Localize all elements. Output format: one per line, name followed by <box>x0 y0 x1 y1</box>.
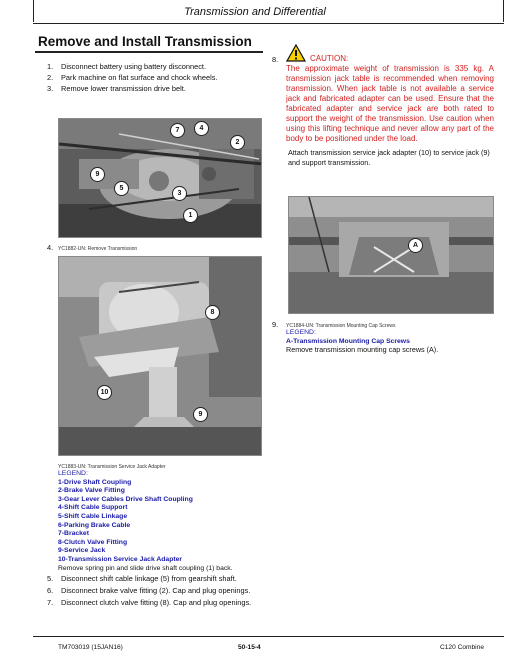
callout-8: 8 <box>205 305 220 320</box>
callout-3: 3 <box>172 186 187 201</box>
legend-item: 1-Drive Shaft Coupling <box>58 478 132 486</box>
step-7 <box>47 598 251 608</box>
legend-item: 9-Service Jack <box>58 547 106 555</box>
step-number: 2. <box>47 73 54 82</box>
legend-item: 10-Transmission Service Jack Adapter <box>58 555 183 563</box>
step-3 <box>47 84 186 94</box>
callout-9-jack: 9 <box>193 407 208 422</box>
header-title: Transmission and Differential <box>184 6 326 18</box>
caution-text: The approximate weight of transmission is 335 kg. A transmission jack table is recommended when removing transmission. When jack table is not available a service jack and fabricated adapter can be used. Ensure that the fabricated adapter and service jack are both rated to support the weight of the transmission. Use caution when using this lifting technique and never allow any part of the body to be positioned under the load. <box>286 64 494 143</box>
legend <box>58 470 268 573</box>
step-text: Disconnect shift cable linkage (5) from gearshift shaft. <box>61 574 237 583</box>
legend-heading: LEGEND: <box>58 470 88 477</box>
footer-rule <box>33 636 504 637</box>
step-text: Park machine on flat surface and chock wheels. <box>61 73 218 82</box>
footer-doc-id: TM703019 (15JAN16) <box>58 644 123 651</box>
step-text: Disconnect battery using battery disconnect. <box>61 62 207 71</box>
step-2 <box>47 73 218 83</box>
callout-10: 10 <box>97 385 112 400</box>
section-title: Remove and Install Transmission <box>38 34 252 49</box>
callout-4: 4 <box>194 121 209 136</box>
header-rule <box>33 23 504 24</box>
attach-instruction: Attach transmission service jack adapter (10) to service jack (9) and support transmission. <box>288 148 490 167</box>
section-rule <box>35 51 263 53</box>
caution-title: CAUTION: <box>310 54 349 63</box>
legend-item: 5-Shift Cable Linkage <box>58 512 128 520</box>
remove-transmission-photo <box>58 118 262 238</box>
callout-9: 9 <box>90 167 105 182</box>
figure1-caption: YC1882-UN: Remove Transmission <box>58 246 138 252</box>
step-number: 1. <box>47 62 54 71</box>
legend-after-text: Remove spring pin and slide drive shaft coupling (1) back. <box>58 564 233 572</box>
step-number: 5. <box>47 574 54 583</box>
legend-item: 8-Clutch Valve Fitting <box>58 538 128 546</box>
step-number: 3. <box>47 84 54 93</box>
legend-item: 7-Bracket <box>58 530 89 538</box>
mounting-cap-screws-photo <box>288 196 494 314</box>
step-5 <box>47 574 237 584</box>
legend-item: 3-Gear Lever Cables Drive Shaft Coupling <box>58 495 193 503</box>
callout-2: 2 <box>230 135 245 150</box>
step-1 <box>47 62 206 72</box>
figure3-after-text: Remove transmission mounting cap screws (A). <box>286 345 439 355</box>
callout-7: 7 <box>170 123 185 138</box>
step-text: Disconnect clutch valve fitting (8). Cap and plug openings. <box>61 598 252 607</box>
figure2-caption: YC1883-UN: Transmission Service Jack Adapter <box>58 464 166 470</box>
callout-a: A <box>408 238 423 253</box>
step-4-number: 4. <box>47 243 54 252</box>
step-text: Disconnect brake valve fitting (2). Cap and plug openings. <box>61 586 251 595</box>
footer-page-number: 50-15-4 <box>238 644 261 651</box>
callout-1: 1 <box>183 208 198 223</box>
step-8-number: 8. <box>272 55 279 64</box>
step-9-number: 9. <box>272 320 279 329</box>
figure3-legend-item: A-Transmission Mounting Cap Screws <box>286 337 410 345</box>
legend-item: 4-Shift Cable Support <box>58 504 128 512</box>
figure3-legend-heading: LEGEND: <box>286 329 316 336</box>
footer-model: C120 Combine <box>440 644 484 651</box>
step-text: Remove lower transmission drive belt. <box>61 84 186 93</box>
legend-item: 2-Brake Valve Fitting <box>58 487 125 495</box>
figure3-caption: YC1884-UN: Transmission Mounting Cap Screws <box>286 323 396 329</box>
warning-triangle-icon <box>286 44 306 62</box>
service-jack-adapter-photo <box>58 256 262 456</box>
figure3-legend <box>286 329 494 355</box>
legend-item: 6-Parking Brake Cable <box>58 521 131 529</box>
callout-5: 5 <box>114 181 129 196</box>
step-number: 6. <box>47 586 54 595</box>
step-number: 7. <box>47 598 54 607</box>
step-6 <box>47 586 250 596</box>
